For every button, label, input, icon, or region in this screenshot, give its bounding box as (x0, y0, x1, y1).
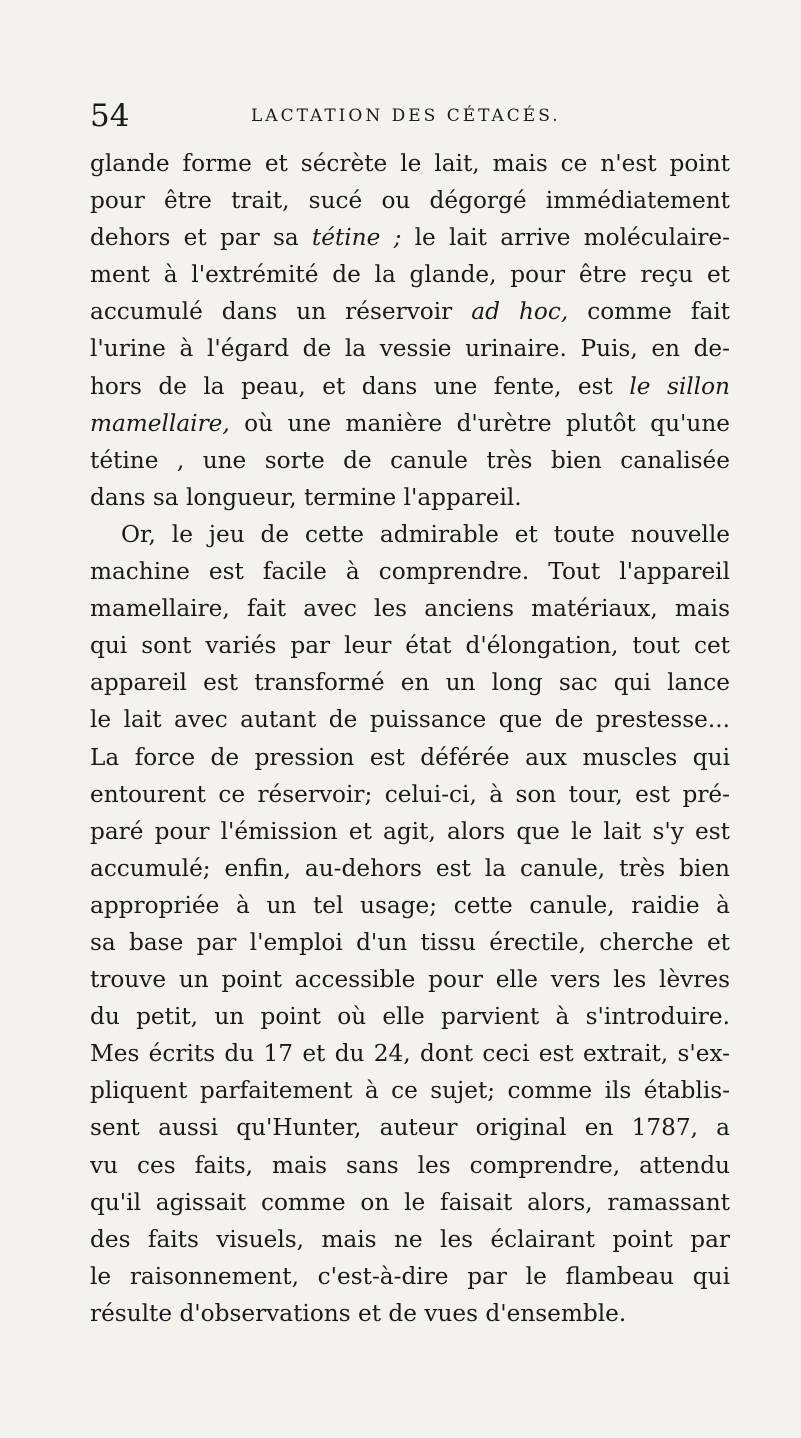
text-segment: hors de la peau, et dans une fente, est (90, 372, 630, 400)
text-line (90, 1184, 730, 1221)
text-segment: accumulé; enfin, au-dehors est la canule, très bien (90, 854, 730, 882)
text-segment: machine est facile à comprendre. Tout l'appareil (90, 558, 730, 586)
text-segment: appropriée à un tel usage; cette canule, raidie à (90, 891, 730, 919)
text-line (90, 1109, 730, 1146)
running-title: LACTATION DES CÉTACÉS. (251, 106, 561, 126)
text-line (90, 887, 730, 924)
text-segment: le lait avec autant de puissance que de prestesse... (90, 706, 730, 734)
text-segment: dehors et par sa (90, 224, 312, 252)
italic-text: le sillon (629, 372, 730, 400)
text-line (90, 961, 730, 998)
text-line (90, 330, 730, 367)
text-line (90, 293, 730, 330)
text-line (90, 516, 730, 553)
text-line (90, 405, 730, 442)
text-segment: paré pour l'émission et agit, alors que le lait s'y est (90, 817, 730, 845)
text-line (90, 442, 730, 479)
text-segment: mamellaire, fait avec les anciens matériaux, mais (90, 595, 730, 623)
text-line (90, 590, 730, 627)
text-line (90, 1147, 730, 1184)
text-segment: qui sont variés par leur état d'élongation, tout cet (90, 632, 730, 660)
page-header (90, 96, 730, 136)
text-segment: du petit, un point où elle parvient à s'introduire. (90, 1003, 730, 1031)
text-segment: entourent ce réservoir; celui-ci, à son tour, est pré- (90, 780, 730, 808)
text-segment: trouve un point accessible pour elle vers les lèvres (90, 966, 730, 994)
text-line (90, 1295, 730, 1332)
text-line (90, 368, 730, 405)
text-segment: où une manière d'urètre plutôt qu'une (229, 409, 730, 437)
text-line (90, 701, 730, 738)
text-line (90, 998, 730, 1035)
text-line (90, 776, 730, 813)
body-text (90, 145, 730, 1332)
text-segment: l'urine à l'égard de la vessie urinaire. Puis, en de- (90, 335, 730, 363)
text-line (90, 664, 730, 701)
text-segment: dans sa longueur, termine l'appareil. (90, 483, 522, 511)
text-line (90, 1072, 730, 1109)
text-segment: sa base par l'emploi d'un tissu érectile, cherche et (90, 928, 730, 956)
text-segment: comme fait (568, 298, 730, 326)
text-line (90, 1035, 730, 1072)
text-line (90, 850, 730, 887)
italic-text: tétine ; (311, 224, 402, 252)
text-line (90, 739, 730, 776)
italic-text: mamellaire, (90, 409, 230, 437)
text-segment: accumulé dans un réservoir (90, 298, 472, 326)
text-segment: Or, le jeu de cette admirable et toute nouvelle (121, 520, 730, 548)
text-line (90, 182, 730, 219)
text-segment: qu'il agissait comme on le faisait alors, ramassant (90, 1188, 730, 1216)
text-line (90, 924, 730, 961)
page-number: 54 (90, 98, 130, 134)
text-segment: des faits visuels, mais ne les éclairant point par (90, 1225, 730, 1253)
text-segment: appareil est transformé en un long sac qui lance (90, 669, 730, 697)
text-line (90, 813, 730, 850)
text-line (90, 1258, 730, 1295)
text-segment: le raisonnement, c'est-à-dire par le flambeau qui (90, 1262, 730, 1290)
text-line (90, 627, 730, 664)
text-line (90, 219, 730, 256)
text-segment: pliquent parfaitement à ce sujet; comme ils établis- (90, 1077, 730, 1105)
text-segment: tétine , une sorte de canule très bien canalisée (90, 446, 730, 474)
text-segment: pour être trait, sucé ou dégorgé immédiatement (90, 187, 730, 215)
text-segment: résulte d'observations et de vues d'ensemble. (90, 1299, 627, 1327)
italic-text: ad hoc, (471, 298, 569, 326)
text-segment: Mes écrits du 17 et du 24, dont ceci est extrait, s'ex- (90, 1040, 730, 1068)
text-segment: La force de pression est déférée aux muscles qui (90, 743, 730, 771)
text-segment: sent aussi qu'Hunter, auteur original en 1787, a (90, 1114, 730, 1142)
text-segment: ment à l'extrémité de la glande, pour être reçu et (90, 261, 730, 289)
text-line (90, 553, 730, 590)
text-segment: vu ces faits, mais sans les comprendre, attendu (90, 1151, 730, 1179)
text-line (90, 1221, 730, 1258)
text-line (90, 479, 730, 516)
text-line (90, 145, 730, 182)
text-segment: le lait arrive moléculaire- (401, 224, 730, 252)
text-segment: glande forme et sécrète le lait, mais ce n'est point (90, 150, 730, 177)
text-line (90, 256, 730, 293)
